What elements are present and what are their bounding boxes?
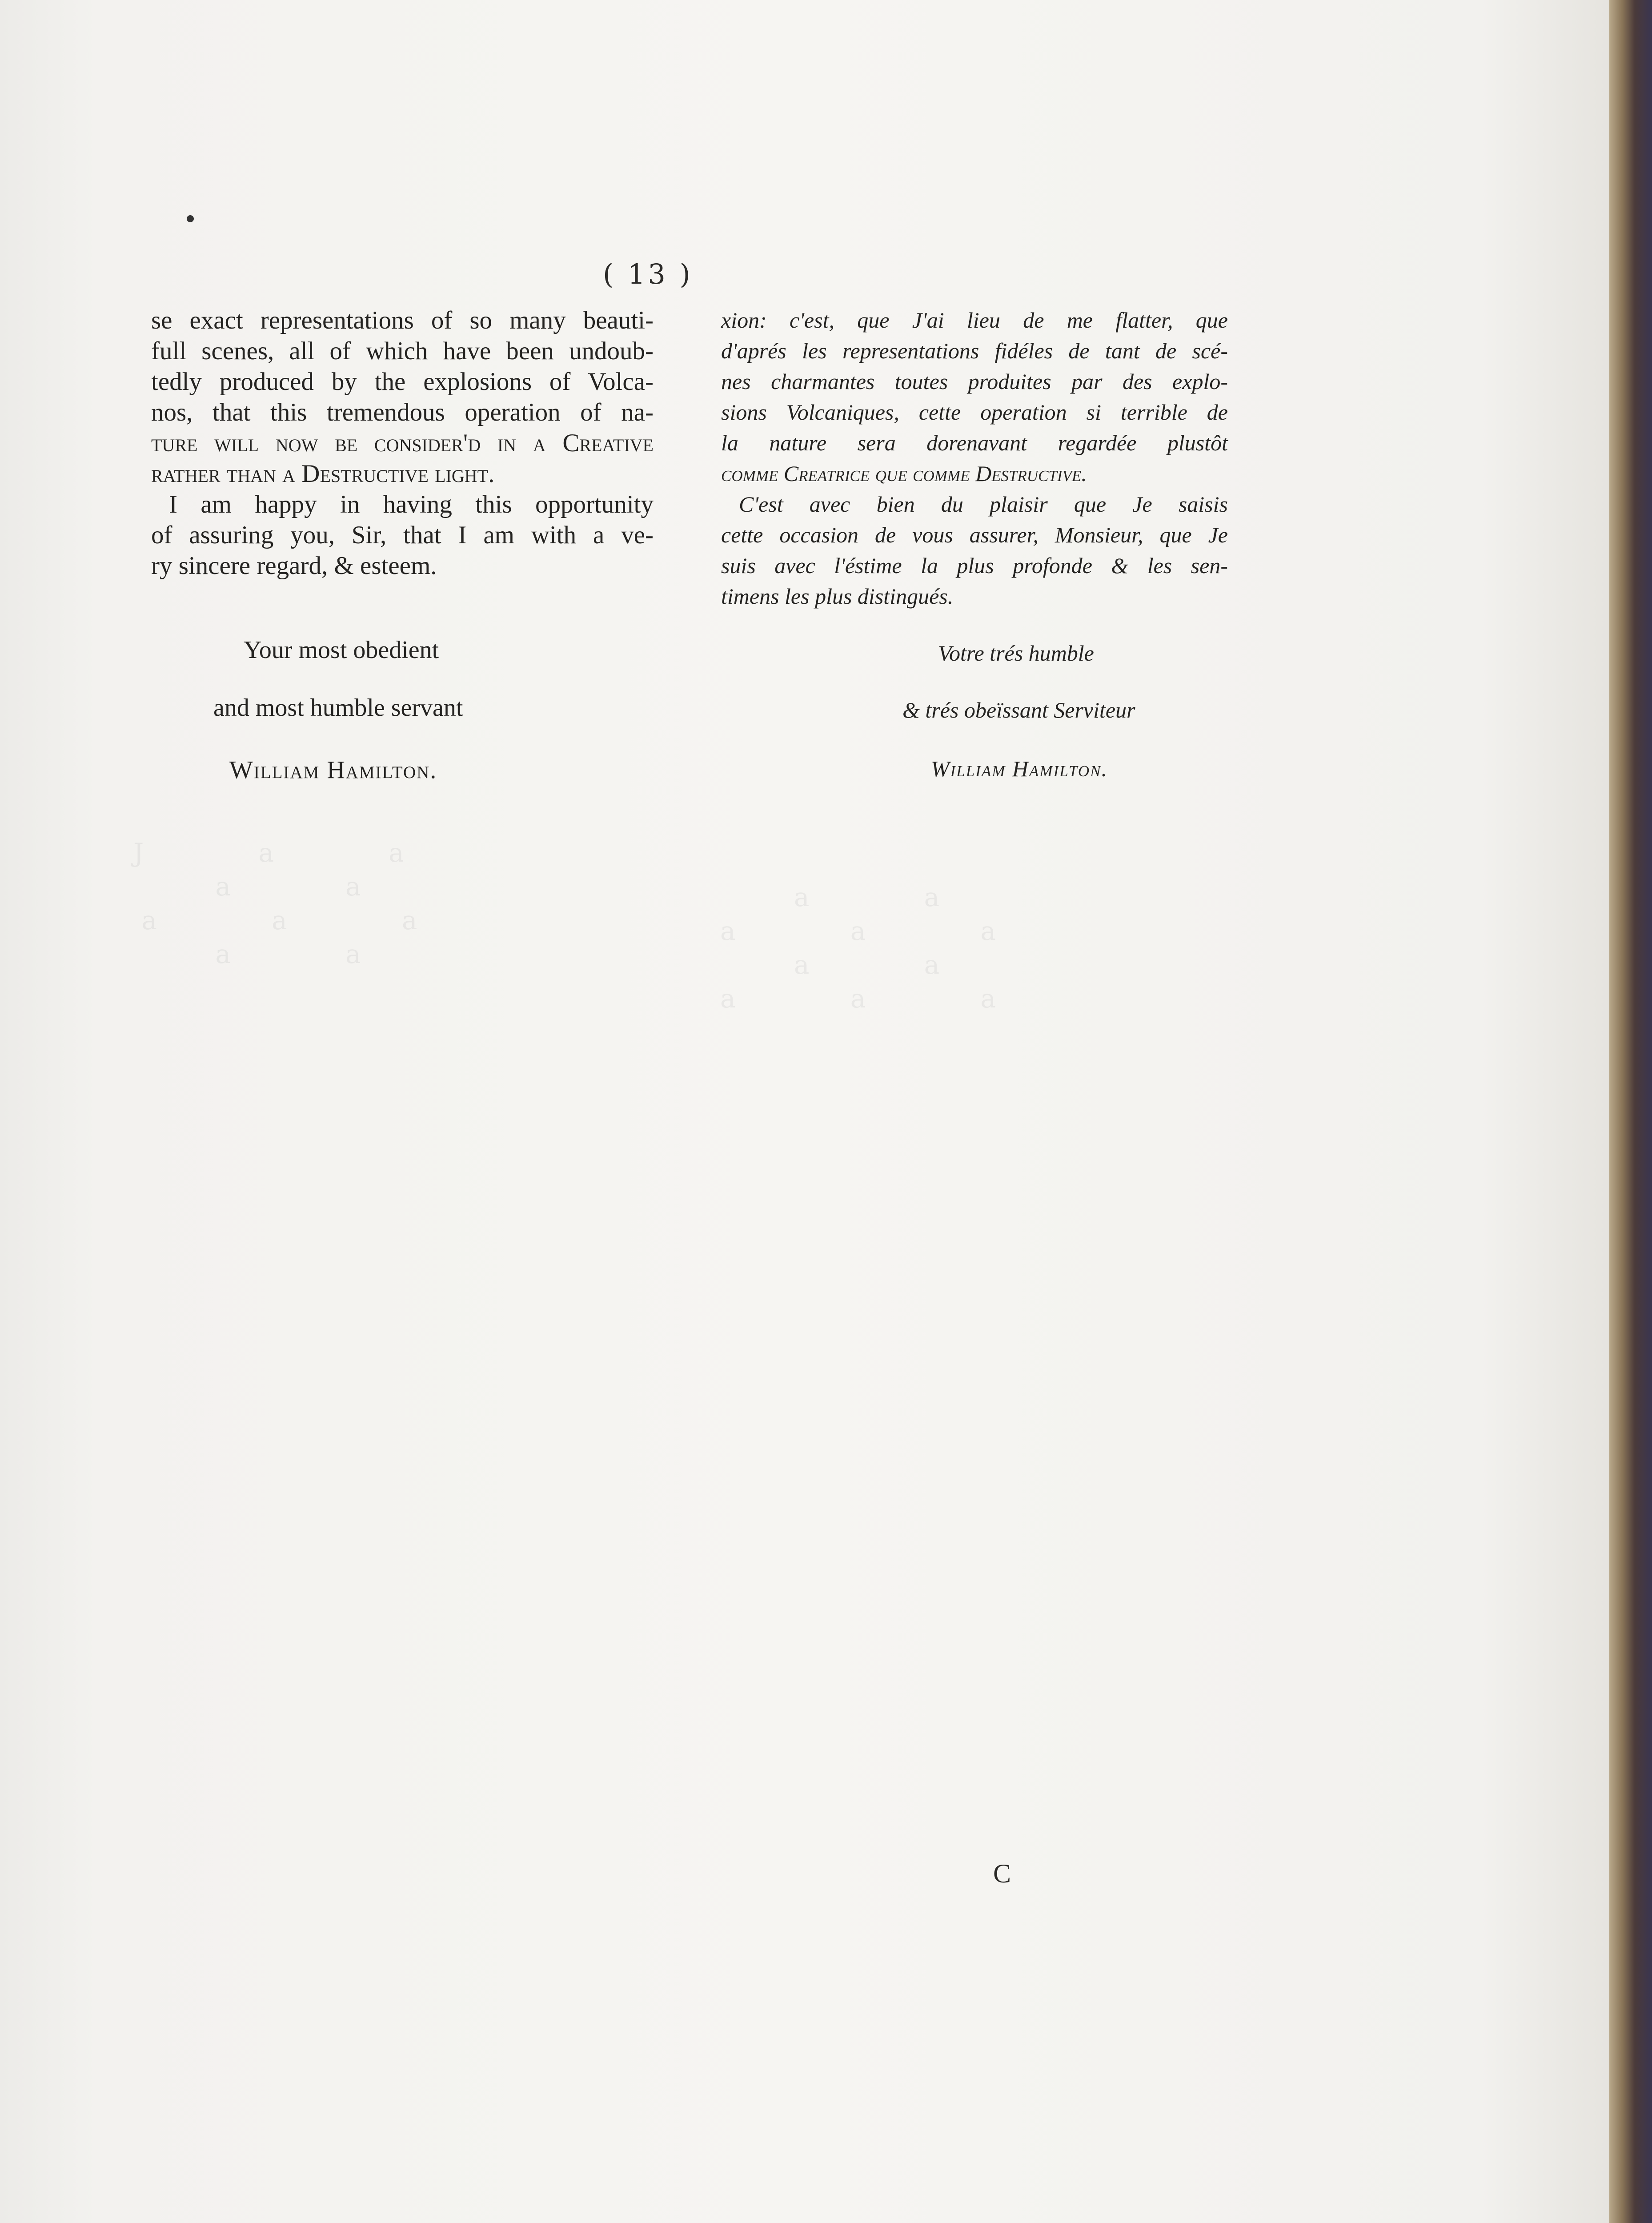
text-line: se exact representations of so many beauti-	[151, 306, 654, 334]
ink-dot	[187, 215, 194, 222]
text-line: of assuring you, Sir, that I am with a ve-	[151, 521, 654, 549]
show-through-left: J a a a a a a a a a	[133, 838, 417, 969]
text-line: full scenes, all of which have been undoub-	[151, 337, 654, 365]
text-line: timens les plus distingués.	[721, 584, 954, 609]
english-signature: William Hamilton.	[229, 756, 437, 784]
french-closing-line2: & trés obeïssant Serviteur	[902, 698, 1135, 722]
text-line: cette occasion de vous assurer, Monsieur, que Je	[721, 522, 1228, 547]
french-column	[721, 305, 1228, 612]
text-line: nes charmantes toutes produites par des explo-	[721, 369, 1228, 394]
book-fore-edge	[1609, 0, 1652, 2223]
text-line: ture will now be consider'd in a Creative	[151, 429, 654, 457]
text-line: suis avec l'éstime la plus profonde & les sen-	[721, 553, 1228, 578]
text-line: d'aprés les representations fidéles de tant de scé-	[721, 338, 1228, 363]
text-line: la nature sera dorenavant regardée plustôt	[721, 430, 1228, 455]
text-line: nos, that this tremendous operation of na-	[151, 398, 654, 426]
text-line: ry sincere regard, & esteem.	[151, 552, 437, 580]
text-line: sions Volcaniques, cette operation si terrible de	[721, 400, 1228, 425]
french-closing-line1: Votre trés humble	[938, 641, 1094, 666]
text-line: rather than a Destructive light.	[151, 460, 495, 488]
text-line: C'est avec bien du plaisir que Je saisis	[739, 492, 1228, 517]
text-line: xion: c'est, que J'ai lieu de me flatter, que	[721, 308, 1228, 333]
french-signature: William Hamilton.	[931, 756, 1108, 781]
english-closing-line2: and most humble servant	[213, 694, 463, 722]
text-line: tedly produced by the explosions of Volca-	[151, 368, 654, 396]
show-through-right: a a a a a a a a a a	[720, 882, 996, 1014]
text-line: comme Creatrice que comme Destructive.	[721, 461, 1087, 486]
english-closing-line1: Your most obedient	[244, 636, 439, 664]
english-column	[151, 305, 654, 581]
signature-mark: C	[993, 1859, 1011, 1888]
text-line: I am happy in having this opportunity	[169, 490, 654, 518]
page-number: ( 13 )	[603, 258, 693, 290]
